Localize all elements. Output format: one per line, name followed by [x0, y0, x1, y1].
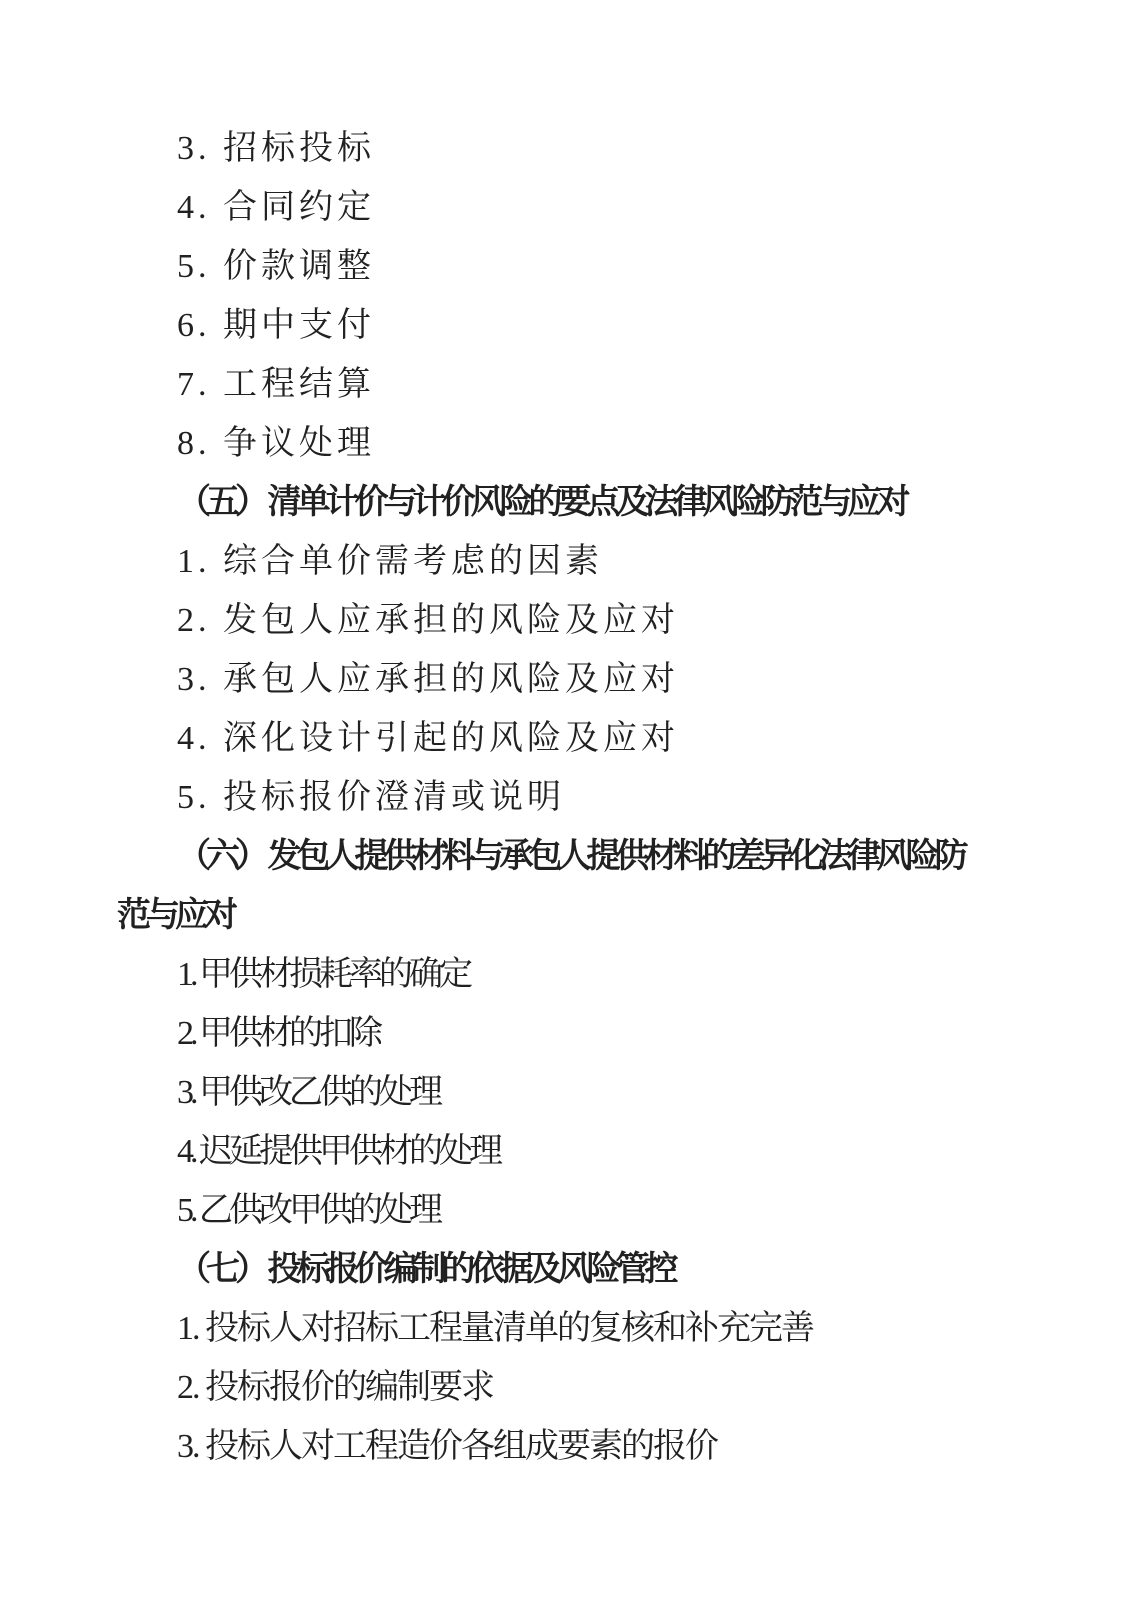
- toc-item: 2. 投标报价的编制要求: [177, 1369, 493, 1406]
- toc-item: 4. 合同约定: [177, 189, 375, 226]
- section-heading: （六） 发包人提供材料与承包人提供材料的差异化法律风险防: [177, 838, 964, 875]
- toc-item: 2. 甲供材的扣除: [177, 1015, 379, 1052]
- toc-item: 3. 招标投标: [177, 130, 375, 167]
- toc-item: 3. 承包人应承担的风险及应对: [177, 661, 679, 698]
- section-heading: （七） 投标报价编制的依据及风险管控: [177, 1251, 674, 1288]
- toc-item: 5. 投标报价澄清或说明: [177, 779, 565, 816]
- toc-item: 3. 投标人对工程造价各组成要素的报价: [177, 1428, 717, 1465]
- toc-item: 5. 乙供改甲供的处理: [177, 1192, 439, 1229]
- toc-item: 3. 甲供改乙供的处理: [177, 1074, 439, 1111]
- toc-item: 5. 价款调整: [177, 248, 375, 285]
- toc-item: 1. 投标人对招标工程量清单的复核和补充完善: [177, 1310, 813, 1347]
- toc-item: 7. 工程结算: [177, 366, 375, 403]
- toc-item: 1. 甲供材损耗率的确定: [177, 956, 469, 993]
- toc-item: 4. 深化设计引起的风险及应对: [177, 720, 679, 757]
- page-content: [117, 119, 1014, 1476]
- toc-item: 6. 期中支付: [177, 307, 375, 344]
- toc-item: 8. 争议处理: [177, 425, 375, 462]
- toc-item: 4. 迟延提供甲供材的处理: [177, 1133, 499, 1170]
- toc-item: 1. 综合单价需考虑的因素: [177, 543, 603, 580]
- section-heading: （五） 清单计价与计价风险的要点及法律风险防范与应对: [177, 484, 906, 521]
- toc-item: 2. 发包人应承担的风险及应对: [177, 602, 679, 639]
- section-heading-continuation: 范与应对: [117, 897, 233, 934]
